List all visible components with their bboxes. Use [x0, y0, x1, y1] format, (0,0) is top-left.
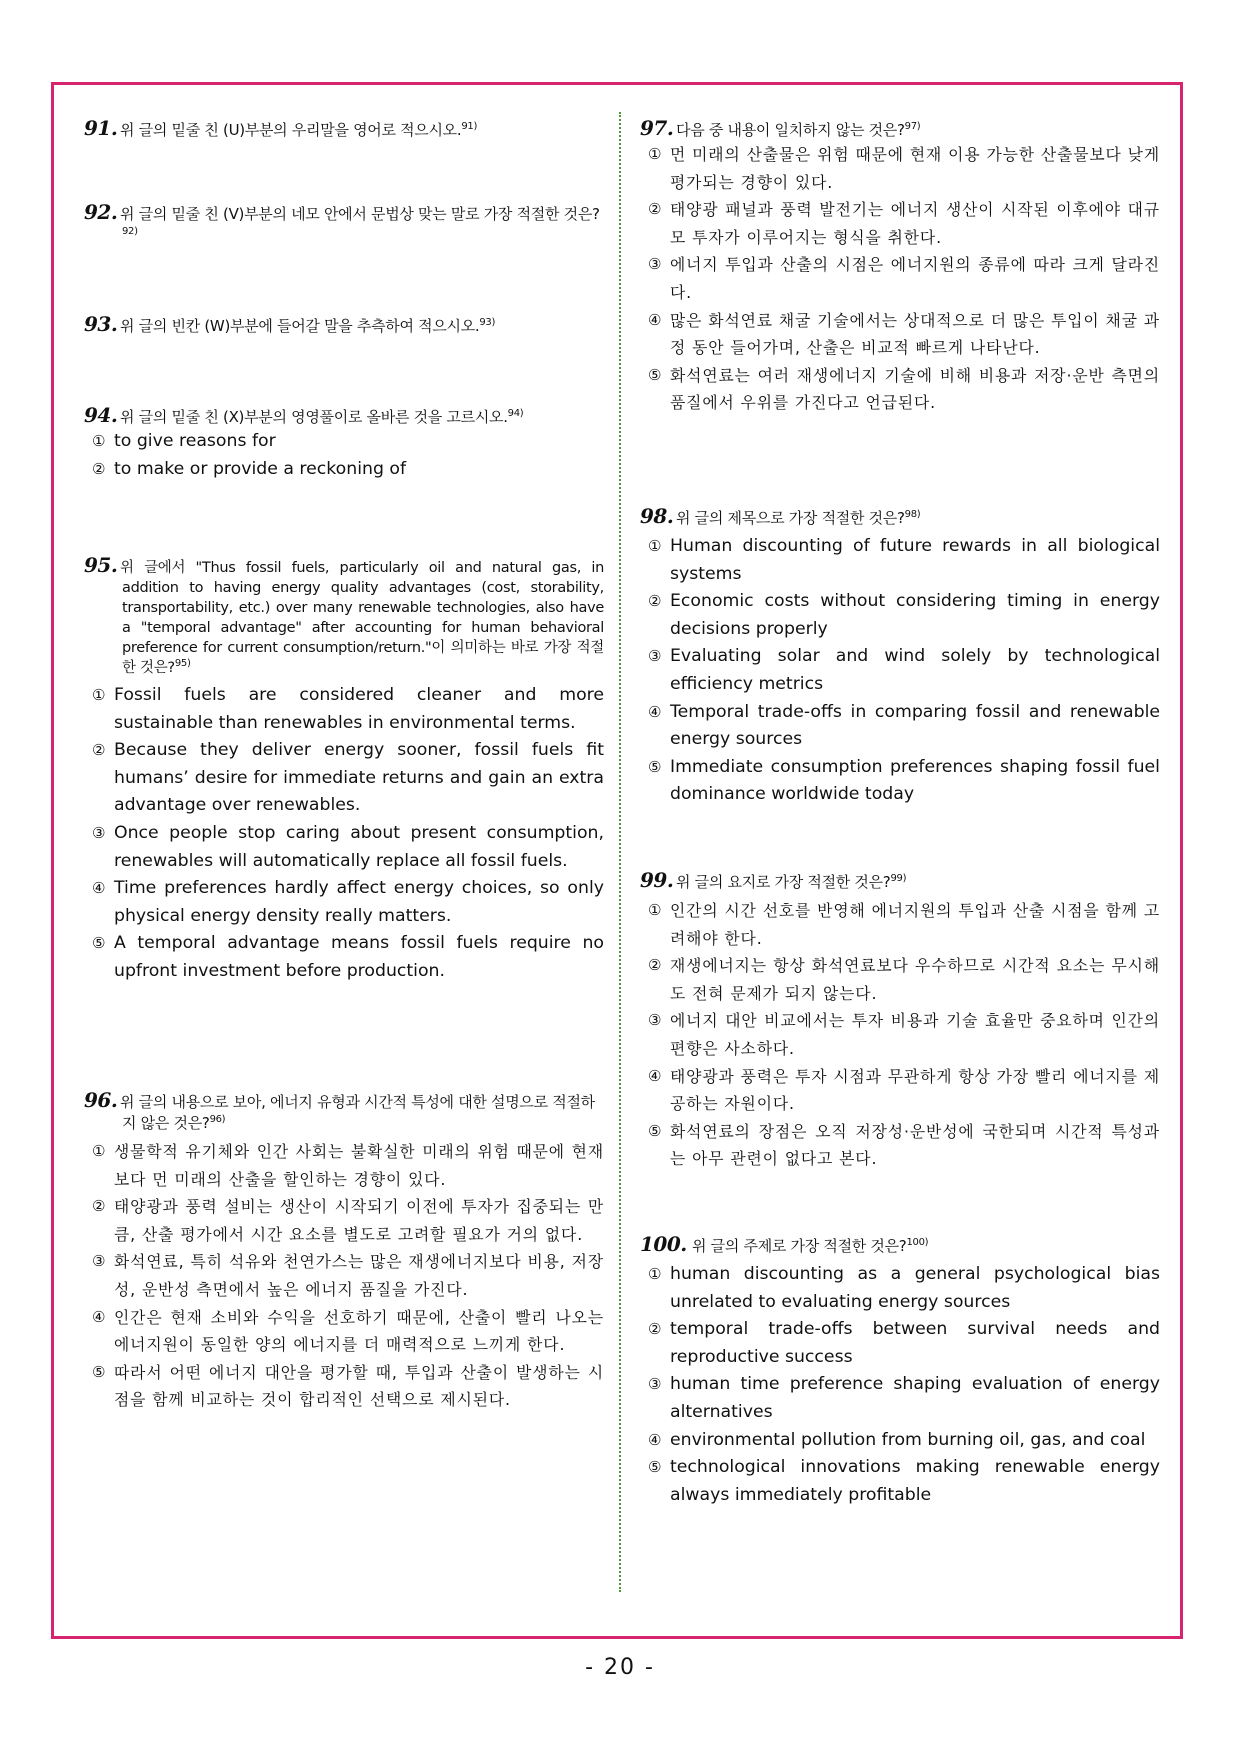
option-text: Because they deliver energy sooner, fossil fuels fit humans’ desire for immediate returns and gain an extra advantage over renewables. — [114, 740, 604, 816]
option-2[interactable] — [84, 456, 604, 484]
question-93-stem — [84, 314, 604, 337]
question-text: 위 글의 주제로 가장 적절한 것은? — [692, 1237, 907, 1255]
question-97 — [640, 118, 1160, 506]
option-4[interactable] — [640, 307, 1160, 362]
option-1[interactable] — [640, 1261, 1160, 1316]
question-ref: 93) — [479, 317, 496, 328]
question-number: 100. — [640, 1232, 687, 1256]
option-4[interactable] — [84, 1304, 604, 1359]
question-number: 97. — [640, 116, 674, 140]
option-text: 화석연료의 장점은 오직 저장성·운반성에 국한되며 시간적 특성과는 아무 관련이 없다고 본다. — [670, 1121, 1160, 1169]
option-marker: ⑤ — [648, 365, 663, 384]
option-text: 태양광 패널과 풍력 발전기는 에너지 생산이 시작된 이후에야 대규모 투자가 이루어지는 형식을 취한다. — [670, 200, 1160, 247]
question-ref: 99) — [890, 873, 907, 884]
option-text: 화석연료, 특히 석유와 천연가스는 많은 재생에너지보다 비용, 저장성, 운반성 측면에서 높은 에너지 품질을 가진다. — [114, 1252, 604, 1299]
option-1[interactable] — [640, 141, 1160, 196]
question-ref: 100) — [906, 1237, 929, 1248]
question-99-stem — [640, 870, 1160, 893]
option-marker: ④ — [92, 879, 106, 898]
question-ref: 98) — [904, 509, 921, 520]
option-3[interactable] — [640, 1007, 1160, 1062]
option-text: Fossil fuels are considered cleaner and more sustainable than renewables in environmental terms. — [114, 685, 604, 733]
option-marker: ③ — [648, 255, 663, 274]
question-92 — [84, 202, 604, 314]
option-text: 인간은 현재 소비와 수익을 선호하기 때문에, 산출이 빨리 나오는 에너지원이 동일한 양의 에너지를 더 매력적으로 느끼게 한다. — [114, 1307, 604, 1355]
option-marker: ② — [648, 592, 662, 611]
question-98 — [640, 506, 1160, 870]
question-text: 위 글의 밑줄 친 (X)부분의 영영풀이로 올바른 것을 고르시오. — [120, 408, 508, 426]
option-text: 화석연료는 여러 재생에너지 기술에 비해 비용과 저장·운반 측면의 품질에서 우위를 가진다고 언급된다. — [670, 365, 1160, 413]
question-text: 위 글의 제목으로 가장 적절한 것은? — [676, 509, 905, 527]
option-4[interactable] — [84, 875, 604, 930]
option-text: 태양광과 풍력 설비는 생산이 시작되기 이전에 투자가 집중되는 만큼, 산출 평가에서 시간 요소를 별도로 고려할 필요가 거의 없다. — [114, 1197, 604, 1244]
option-marker: ② — [92, 459, 106, 478]
option-marker: ④ — [92, 1307, 107, 1326]
question-text: 다음 중 내용이 일치하지 않는 것은? — [676, 121, 905, 139]
question-96 — [84, 1090, 604, 1414]
left-column — [84, 118, 604, 1414]
question-100-stem — [640, 1234, 1160, 1257]
option-text: to make or provide a reckoning of — [114, 458, 407, 479]
question-ref: 92) — [122, 226, 138, 237]
option-text: 먼 미래의 산출물은 위험 때문에 현재 이용 가능한 산출물보다 낮게 평가되는 경향이 있다. — [670, 145, 1160, 192]
option-marker: ① — [92, 432, 106, 450]
option-3[interactable] — [84, 1248, 604, 1303]
option-1[interactable] — [84, 428, 604, 456]
option-text: Time preferences hardly affect energy choices, so only physical energy density really matters. — [114, 878, 604, 926]
option-text: A temporal advantage means fossil fuels require no upfront investment before production. — [114, 933, 604, 981]
question-text: 위 글의 빈칸 (W)부분에 들어갈 말을 추측하여 적으시오. — [120, 317, 480, 335]
option-marker: ② — [648, 956, 663, 975]
option-marker: ③ — [648, 1011, 663, 1030]
option-marker: ① — [648, 901, 663, 919]
question-number: 92. — [84, 200, 118, 224]
question-92-stem — [84, 202, 604, 246]
option-marker: ③ — [92, 823, 106, 842]
option-3[interactable] — [640, 643, 1160, 698]
option-marker: ④ — [648, 702, 662, 721]
question-96-stem — [84, 1090, 604, 1134]
option-text: temporal trade-offs between survival needs and reproductive success — [670, 1319, 1160, 1367]
question-number: 94. — [84, 403, 118, 427]
option-marker: ④ — [648, 1430, 662, 1449]
option-text: 따라서 어떤 에너지 대안을 평가할 때, 투입과 산출이 발생하는 시점을 함께 비교하는 것이 합리적인 선택으로 제시된다. — [114, 1362, 604, 1410]
option-4[interactable] — [640, 699, 1160, 754]
option-3[interactable] — [640, 251, 1160, 306]
question-number: 93. — [84, 312, 118, 336]
option-text: 많은 화석연료 채굴 기술에서는 상대적으로 더 많은 투입이 채굴 과정 동안 들어가며, 산출은 비교적 빠르게 나타난다. — [670, 310, 1160, 358]
option-marker: ② — [648, 200, 663, 219]
option-1[interactable] — [640, 533, 1160, 588]
option-1[interactable] — [84, 682, 604, 737]
question-99 — [640, 870, 1160, 1234]
option-text: human discounting as a general psychological bias unrelated to evaluating energy sources — [670, 1264, 1160, 1312]
option-5[interactable] — [640, 1454, 1160, 1509]
option-5[interactable] — [640, 1118, 1160, 1173]
option-marker: ③ — [648, 1375, 662, 1394]
question-text: 위 글의 밑줄 친 (V)부분의 네모 안에서 문법상 맞는 말로 가장 적절한 것은? — [120, 205, 600, 223]
option-5[interactable] — [640, 362, 1160, 417]
option-marker: ③ — [648, 647, 662, 666]
option-4[interactable] — [640, 1063, 1160, 1118]
option-1[interactable] — [84, 1138, 604, 1193]
question-number: 91. — [84, 116, 118, 140]
question-ref: 97) — [904, 121, 921, 132]
option-3[interactable] — [640, 1371, 1160, 1426]
question-text: 위 글의 내용으로 보아, 에너지 유형과 시간적 특성에 대한 설명으로 적절하지 않은 것은? — [120, 1093, 595, 1132]
option-text: Economic costs without considering timing in energy decisions properly — [670, 591, 1160, 639]
question-text: 위 글의 밑줄 친 (U)부분의 우리말을 영어로 적으시오. — [120, 121, 462, 139]
option-marker: ⑤ — [648, 1458, 662, 1477]
option-marker: ⑤ — [648, 757, 662, 776]
option-marker: ① — [92, 1142, 107, 1160]
option-marker: ④ — [648, 1066, 663, 1085]
option-text: 생물학적 유기체와 인간 사회는 불확실한 미래의 위험 때문에 현재보다 먼 미래의 산출을 할인하는 경향이 있다. — [114, 1142, 604, 1189]
option-2[interactable] — [84, 737, 604, 820]
option-1[interactable] — [640, 897, 1160, 952]
question-95 — [84, 555, 604, 1090]
question-100 — [640, 1234, 1160, 1509]
option-marker: ② — [92, 1197, 107, 1216]
page-number: - 20 - — [585, 1655, 655, 1680]
option-text: human time preference shaping evaluation of energy alternatives — [670, 1374, 1160, 1422]
right-column — [640, 118, 1160, 1509]
option-text: Human discounting of future rewards in all biological systems — [670, 536, 1160, 584]
option-marker: ② — [648, 1320, 662, 1339]
option-marker: ② — [92, 741, 106, 760]
option-marker: ⑤ — [92, 934, 106, 953]
option-5[interactable] — [640, 754, 1160, 809]
option-text: 에너지 투입과 산출의 시점은 에너지원의 종류에 따라 크게 달라진다. — [670, 255, 1160, 302]
question-ref: 96) — [209, 1114, 226, 1125]
option-marker: ④ — [648, 310, 663, 329]
question-93 — [84, 314, 604, 405]
question-ref: 94) — [507, 408, 524, 419]
option-text: Once people stop caring about present consumption, renewables will automatically replace all fossil fuels. — [114, 822, 604, 871]
option-2[interactable] — [640, 196, 1160, 251]
question-91-stem — [84, 118, 604, 141]
question-text: 위 글의 요지로 가장 적절한 것은? — [676, 873, 891, 891]
question-91 — [84, 118, 604, 202]
question-number: 95. — [84, 553, 118, 577]
option-text: 태양광과 풍력은 투자 시점과 무관하게 항상 가장 빨리 에너지를 제공하는 자원이다. — [670, 1066, 1160, 1114]
question-ref: 95) — [174, 658, 191, 670]
option-5[interactable] — [84, 930, 604, 985]
question-97-stem — [640, 118, 1160, 141]
option-text: environmental pollution from burning oil, gas, and coal — [670, 1429, 1146, 1450]
option-2[interactable] — [640, 588, 1160, 643]
question-number: 98. — [640, 504, 674, 528]
option-marker: ⑤ — [92, 1362, 107, 1381]
question-98-stem — [640, 506, 1160, 529]
question-number: 99. — [640, 868, 674, 892]
option-2[interactable] — [640, 952, 1160, 1007]
option-text: Immediate consumption preferences shaping fossil fuel dominance worldwide today — [670, 756, 1160, 805]
option-marker: ① — [648, 537, 662, 555]
question-94-stem — [84, 405, 604, 428]
option-text: technological innovations making renewable energy always immediately profitable — [670, 1457, 1160, 1505]
option-marker: ⑤ — [648, 1121, 663, 1140]
option-2[interactable] — [640, 1316, 1160, 1371]
option-marker: ① — [648, 145, 663, 163]
option-2[interactable] — [84, 1193, 604, 1248]
question-95-stem — [84, 555, 604, 678]
option-text: Evaluating solar and wind solely by technological efficiency metrics — [670, 646, 1160, 694]
column-divider — [619, 112, 621, 1592]
option-marker: ③ — [92, 1252, 107, 1271]
option-3[interactable] — [84, 820, 604, 875]
option-marker: ① — [92, 686, 106, 704]
option-marker: ① — [648, 1265, 662, 1283]
option-text: Temporal trade-offs in comparing fossil and renewable energy sources — [670, 701, 1160, 750]
question-94 — [84, 405, 604, 555]
question-text: 위 글에서 "Thus fossil fuels, particularly oil and natural gas, in addition to having energy quality advantages (cost, storability, transportability, etc.) over many renewable technologies, also have a "temporal advantage" after accounting for human behavioral preference for current consumption/return."이 의미하는 바로 가장 적절한 것은? — [120, 560, 604, 676]
option-4[interactable] — [640, 1427, 1160, 1455]
option-5[interactable] — [84, 1359, 604, 1414]
option-text: 재생에너지는 항상 화석연료보다 우수하므로 시간적 요소는 무시해도 전혀 문제가 되지 않는다. — [670, 956, 1160, 1003]
question-ref: 91) — [461, 121, 478, 132]
question-number: 96. — [84, 1088, 118, 1112]
option-text: 인간의 시간 선호를 반영해 에너지원의 투입과 산출 시점을 함께 고려해야 한다. — [670, 901, 1160, 948]
option-text: to give reasons for — [114, 431, 276, 451]
option-text: 에너지 대안 비교에서는 투자 비용과 기술 효율만 중요하며 인간의 편향은 사소하다. — [670, 1011, 1160, 1058]
